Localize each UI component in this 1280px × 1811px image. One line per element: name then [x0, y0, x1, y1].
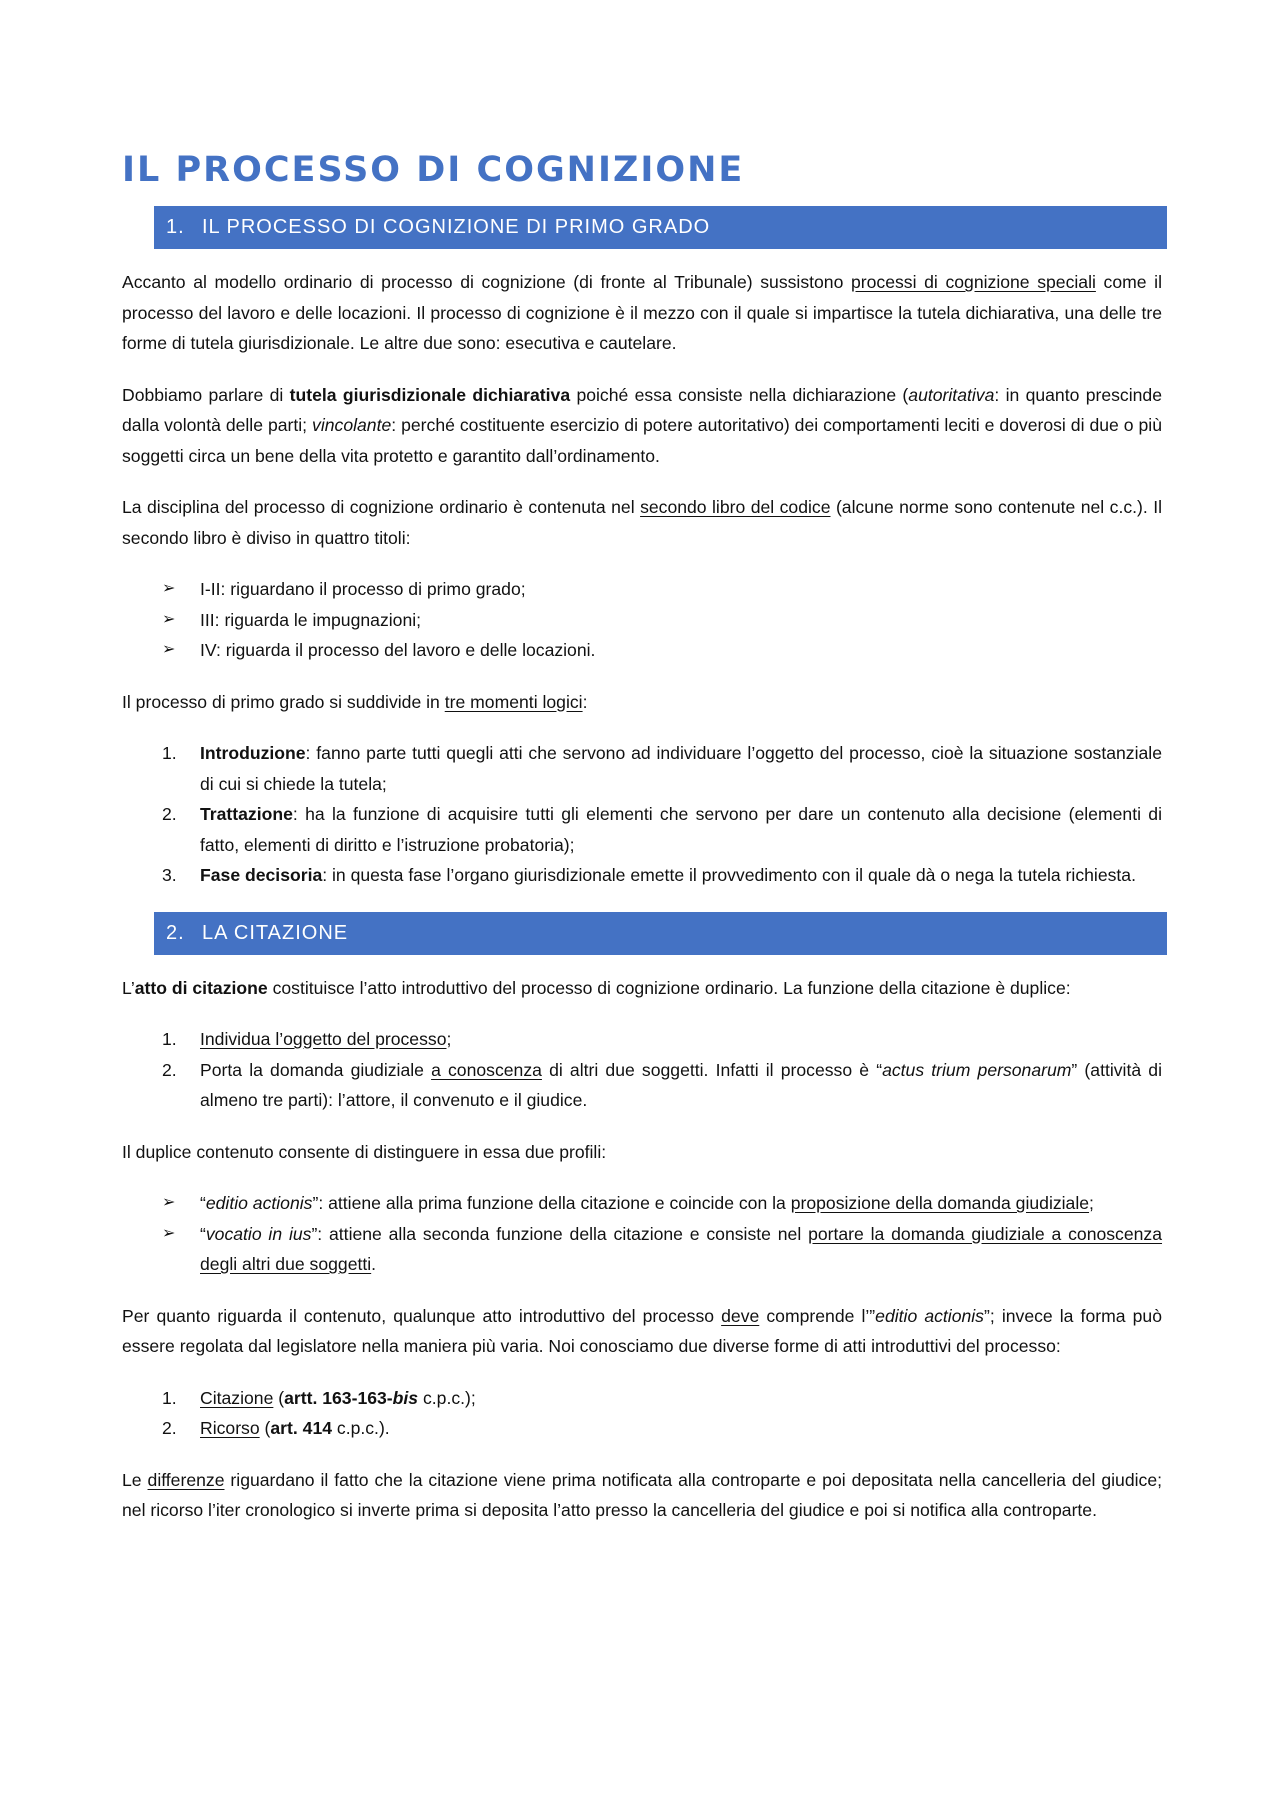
- text: comprende l’”: [759, 1305, 876, 1326]
- text: c.p.c.).: [332, 1418, 390, 1438]
- list-item-text: IV: riguarda il processo del lavoro e delle locazioni.: [200, 640, 596, 660]
- forms-list: [122, 1383, 1162, 1444]
- underlined-text: Ricorso: [200, 1418, 260, 1438]
- underlined-text: processi di cognizione speciali: [851, 272, 1096, 292]
- list-item: [122, 799, 1162, 860]
- list-number: 2.: [162, 1418, 177, 1438]
- text: di altri due soggetti. Infatti il processo è “: [541, 1059, 883, 1080]
- text: Porta la domanda giudiziale: [200, 1059, 432, 1080]
- italic-text: autoritativa: [908, 384, 995, 405]
- profiles-list: [122, 1188, 1162, 1280]
- text: : in quanto prescinde dalla volontà delle parti;: [122, 384, 1162, 435]
- paragraph: [122, 687, 1162, 718]
- list-number: 1.: [162, 743, 177, 763]
- text: ”; invece la forma può essere regolata dal legislatore nella maniera più varia. Noi conosciamo due diverse forme di atti introduttivi del processo:: [122, 1305, 1162, 1356]
- text: : perché costituente esercizio di potere autoritativo) dei comportamenti leciti e doverosi di due o più soggetti circa un bene della vita protetto e garantito dall’ordinamento.: [122, 415, 1162, 466]
- arrowhead-bullet-icon: ➢: [162, 1194, 176, 1211]
- document-title: IL PROCESSO DI COGNIZIONE: [122, 150, 745, 190]
- list-item: [122, 738, 1162, 799]
- list-number: 1.: [162, 1387, 177, 1408]
- section-number: 2.: [166, 921, 185, 944]
- text: .: [371, 1254, 377, 1274]
- italic-text: editio actionis: [205, 1193, 313, 1213]
- paragraph: [122, 380, 1162, 472]
- bold-text: tutela giurisdizionale dichiarativa: [289, 384, 571, 405]
- italic-text: vocatio in ius: [205, 1223, 312, 1244]
- paragraph: [122, 492, 1162, 553]
- italic-text: actus trium personarum: [882, 1059, 1072, 1080]
- list-item-text: I-II: riguardano il processo di primo grado;: [200, 579, 526, 599]
- section-number: 1.: [166, 216, 185, 238]
- text: (alcune norme sono contenute nel c.c.). Il secondo libro è diviso in quattro titoli:: [122, 497, 1162, 548]
- arrowhead-bullet-icon: ➢: [162, 610, 176, 628]
- list-number: 3.: [162, 865, 177, 885]
- text: ;: [1089, 1193, 1094, 1213]
- list-item: [122, 1188, 1162, 1219]
- titles-list: [122, 574, 1162, 666]
- text: La disciplina del processo di cognizione ordinario è contenuta nel: [122, 497, 641, 517]
- text: ”: attiene alla prima funzione della citazione e coincide con la: [312, 1193, 791, 1213]
- list-item-text: : in questa fase l’organo giurisdizionale emette il provvedimento con il quale dà o nega la tutela richiesta.: [322, 865, 1136, 885]
- section-heading-text: IL PROCESSO DI COGNIZIONE DI PRIMO GRADO: [202, 216, 711, 238]
- bold-italic-text: bis: [392, 1387, 419, 1408]
- underlined-text: proposizione della domanda giudiziale: [790, 1193, 1090, 1213]
- underlined-text: deve: [721, 1305, 760, 1326]
- list-item: [122, 1024, 1162, 1055]
- bold-text: art. 414: [270, 1418, 333, 1438]
- underlined-text: a conoscenza: [431, 1059, 542, 1080]
- list-item: [122, 860, 1162, 891]
- text: Per quanto riguarda il contenuto, qualunque atto introduttivo del processo: [122, 1305, 722, 1326]
- text: :: [582, 691, 588, 712]
- text: costituisce l’atto introduttivo del processo di cognizione ordinario. La funzione della citazione è duplice:: [267, 977, 1071, 998]
- list-item: [122, 1413, 1162, 1444]
- bold-text: Fase decisoria: [200, 865, 323, 885]
- text: Le: [122, 1469, 148, 1490]
- underlined-text: tre momenti logici: [444, 691, 583, 712]
- list-number: 2.: [162, 804, 177, 824]
- underlined-text: secondo libro del codice: [640, 497, 831, 517]
- bold-text: Introduzione: [200, 743, 306, 763]
- text: poiché essa consiste nella dichiarazione (: [570, 384, 909, 405]
- moments-list: [122, 738, 1162, 891]
- text: “: [200, 1193, 206, 1213]
- paragraph: Il duplice contenuto consente di distinguere in essa due profili:: [122, 1141, 607, 1162]
- section-heading-2: [154, 912, 1167, 955]
- list-item-text: III: riguarda le impugnazioni;: [200, 609, 422, 630]
- list-item-text: : fanno parte tutti quegli atti che servono ad individuare l’oggetto del processo, cioè la situazione sostanziale di cui si chiede la tutela;: [200, 743, 1162, 794]
- arrowhead-bullet-icon: ➢: [162, 1224, 176, 1242]
- text: c.p.c.);: [418, 1387, 476, 1408]
- section-heading-text: LA CITAZIONE: [202, 921, 349, 944]
- arrowhead-bullet-icon: ➢: [162, 641, 176, 658]
- text: ;: [446, 1029, 452, 1049]
- text: ” (attività di almeno tre parti): l’attore, il convenuto e il giudice.: [200, 1059, 1162, 1110]
- list-item: [122, 1219, 1162, 1280]
- text: (: [259, 1418, 271, 1438]
- bold-text: atto di citazione: [134, 977, 268, 998]
- text: Accanto al modello ordinario di processo di cognizione (di fronte al Tribunale) sussistono: [122, 272, 851, 292]
- underlined-text: differenze: [147, 1469, 225, 1490]
- list-item-text: : ha la funzione di acquisire tutti gli elementi che servono per dare un contenuto alla decisione (elementi di fatto, elementi di diritto e l’istruzione probatoria);: [200, 804, 1162, 855]
- list-number: 2.: [162, 1059, 177, 1080]
- underlined-text: Citazione: [200, 1387, 274, 1408]
- text: Dobbiamo parlare di: [122, 384, 290, 405]
- text: riguardano il fatto che la citazione viene prima notificata alla controparte e poi depositata nella cancelleria del giudice; nel ricorso l’iter cronologico si inverte prima si deposita l’atto presso la cancelleria del giudice e poi si notifica alla controparte.: [122, 1469, 1162, 1520]
- text: come il processo del lavoro e delle locazioni. Il processo di cognizione è il mezzo con il quale si impartisce la tutela dichiarativa, una delle tre forme di tutela giurisdizionale. Le altre due sono: esecutiva e cautelare.: [122, 272, 1162, 353]
- text: “: [200, 1223, 206, 1244]
- underlined-text: Individua l’oggetto del processo: [200, 1029, 447, 1049]
- paragraph: [122, 1301, 1162, 1362]
- paragraph: [122, 973, 1162, 1004]
- italic-text: editio actionis: [875, 1305, 984, 1326]
- list-item: [122, 574, 1162, 605]
- underlined-text: portare la domanda giudiziale a conoscenza degli altri due soggetti: [200, 1223, 1163, 1274]
- text: (: [273, 1387, 285, 1408]
- text: ”: attiene alla seconda funzione della citazione e consiste nel: [311, 1223, 809, 1244]
- document-content: [122, 148, 1162, 1547]
- bold-text: artt. 163-163-: [284, 1387, 393, 1408]
- text: Il processo di primo grado si suddivide in: [122, 691, 445, 712]
- paragraph: [122, 267, 1162, 359]
- list-item: [122, 1383, 1162, 1414]
- list-item: [122, 1055, 1162, 1116]
- arrowhead-bullet-icon: ➢: [162, 580, 176, 597]
- list-item: [122, 635, 1162, 666]
- bold-text: Trattazione: [200, 804, 293, 824]
- section-heading-1: [154, 206, 1167, 249]
- list-item: [122, 605, 1162, 636]
- functions-list: [122, 1024, 1162, 1116]
- text: L’: [122, 977, 135, 998]
- list-number: 1.: [162, 1029, 177, 1049]
- italic-text: vincolante: [312, 415, 392, 435]
- paragraph: [122, 1465, 1162, 1526]
